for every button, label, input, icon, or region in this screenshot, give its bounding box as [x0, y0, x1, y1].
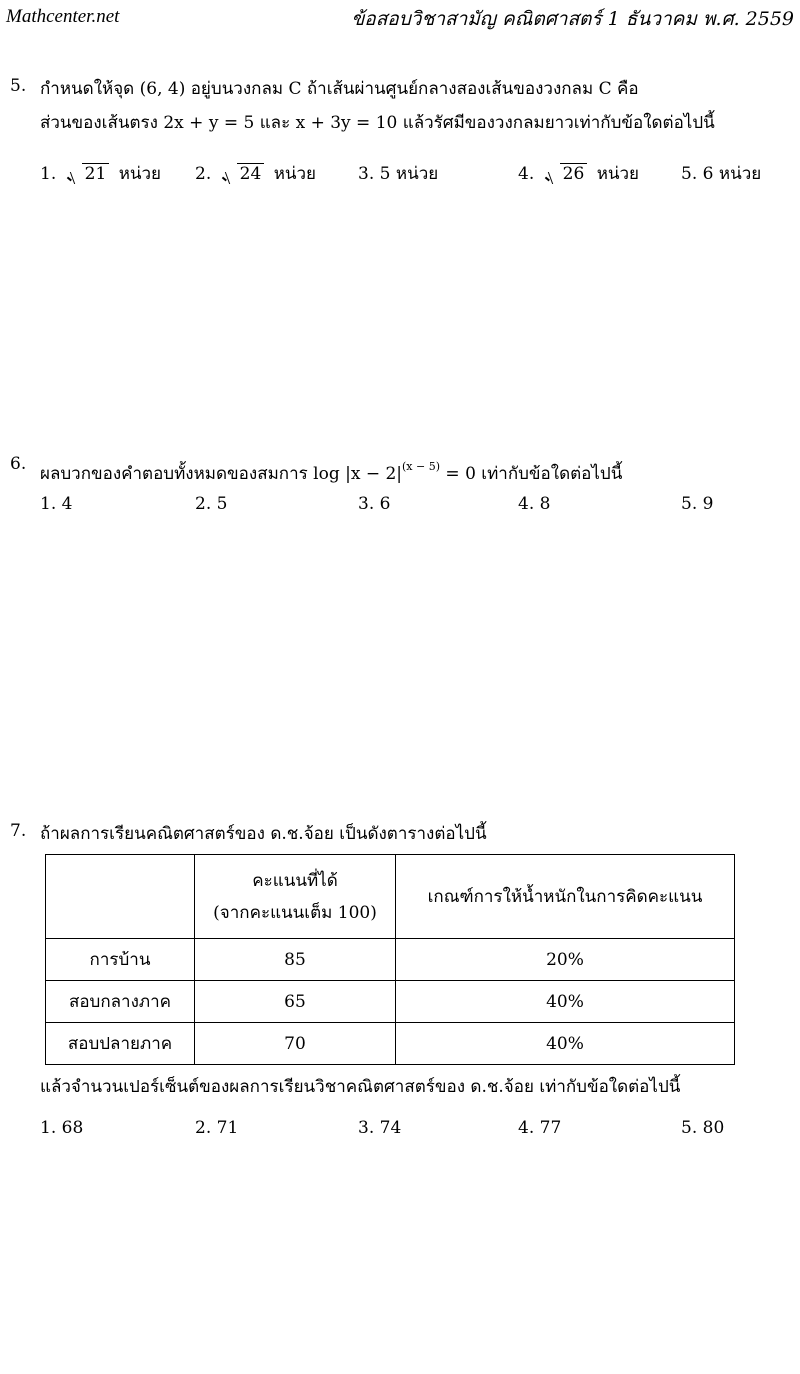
question-6-choices: [40, 494, 780, 524]
table-cell-score: 85: [195, 939, 396, 981]
choice-4[interactable]: 4. 77: [518, 1118, 562, 1138]
question-text: ถ้าผลการเรียนคณิตศาสตร์ของ ด.ช.จ้อย เป็นดังตารางต่อไปนี้: [40, 824, 487, 844]
table-header-row: [46, 855, 735, 939]
table-cell-score: 65: [195, 981, 396, 1023]
choice-2[interactable]: 2. 71: [195, 1118, 239, 1138]
choice-3[interactable]: 3. 5 หน่วย: [358, 164, 439, 184]
choice-5[interactable]: 5. 80: [681, 1118, 725, 1138]
choice-1[interactable]: 1. 21 หน่วย: [40, 164, 162, 184]
table-header-score: คะแนนที่ได้ (จากคะแนนเต็ม 100): [195, 855, 396, 939]
question-text: [40, 72, 795, 140]
question-7-choices: [40, 1118, 780, 1148]
table-header-empty: [46, 855, 195, 939]
choice-1[interactable]: 1. 4: [40, 494, 73, 514]
choice-5[interactable]: 5. 9: [681, 494, 714, 514]
table-row: [46, 1023, 735, 1065]
site-name: Mathcenter.net: [6, 6, 120, 27]
question-number: 6.: [10, 454, 27, 474]
table-cell-item: สอบปลายภาค: [46, 1023, 195, 1065]
question-number: 5.: [10, 76, 27, 96]
page-header: [0, 0, 800, 40]
table-cell-weight: 40%: [396, 1023, 735, 1065]
table-row: [46, 939, 735, 981]
score-table: [45, 854, 735, 1065]
question-number: 7.: [10, 821, 27, 841]
table-header-weight: เกณฑ์การให้น้ำหนักในการคิดคะแนน: [396, 855, 735, 939]
question-line-2: ส่วนของเส้นตรง 2x + y = 5 และ x + 3y = 10 แล้วรัศมีของวงกลมยาวเท่ากับข้อใดต่อไปนี้: [40, 113, 715, 133]
question-line-1: กำหนดให้จุด (6, 4) อยู่บนวงกลม C ถ้าเส้นผ่านศูนย์กลางสองเส้นของวงกลม C คือ: [40, 79, 639, 99]
choice-2[interactable]: 2. 5: [195, 494, 228, 514]
table-cell-item: สอบกลางภาค: [46, 981, 195, 1023]
choice-5[interactable]: 5. 6 หน่วย: [681, 164, 762, 184]
choice-4[interactable]: 4. 8: [518, 494, 551, 514]
choice-1[interactable]: 1. 68: [40, 1118, 84, 1138]
sqrt-symbol: 24: [221, 164, 265, 184]
question-5-choices: [40, 160, 780, 190]
choice-2[interactable]: 2. 24 หน่วย: [195, 164, 317, 184]
question-text: แล้วจำนวนเปอร์เซ็นต์ของผลการเรียนวิชาคณิตศาสตร์ของ ด.ช.จ้อย เท่ากับข้อใดต่อไปนี้: [40, 1077, 681, 1097]
table-cell-item: การบ้าน: [46, 939, 195, 981]
choice-3[interactable]: 3. 74: [358, 1118, 402, 1138]
question-text: ผลบวกของคำตอบทั้งหมดของสมการ $\log |x - 2|^{(x - 5)} = 0$ เท่ากับข้อใดต่อไปนี้: [40, 460, 623, 484]
exponent: (x − 5): [402, 460, 441, 473]
table-cell-weight: 40%: [396, 981, 735, 1023]
table-cell-weight: 20%: [396, 939, 735, 981]
sqrt-symbol: 21: [66, 164, 110, 184]
exam-title: ข้อสอบวิชาสามัญ คณิตศาสตร์ 1 ธันวาคม พ.ศ. 2559: [351, 8, 794, 30]
sqrt-symbol: 26: [544, 164, 588, 184]
choice-3[interactable]: 3. 6: [358, 494, 391, 514]
table-row: [46, 981, 735, 1023]
choice-4[interactable]: 4. 26 หน่วย: [518, 164, 640, 184]
table-cell-score: 70: [195, 1023, 396, 1065]
